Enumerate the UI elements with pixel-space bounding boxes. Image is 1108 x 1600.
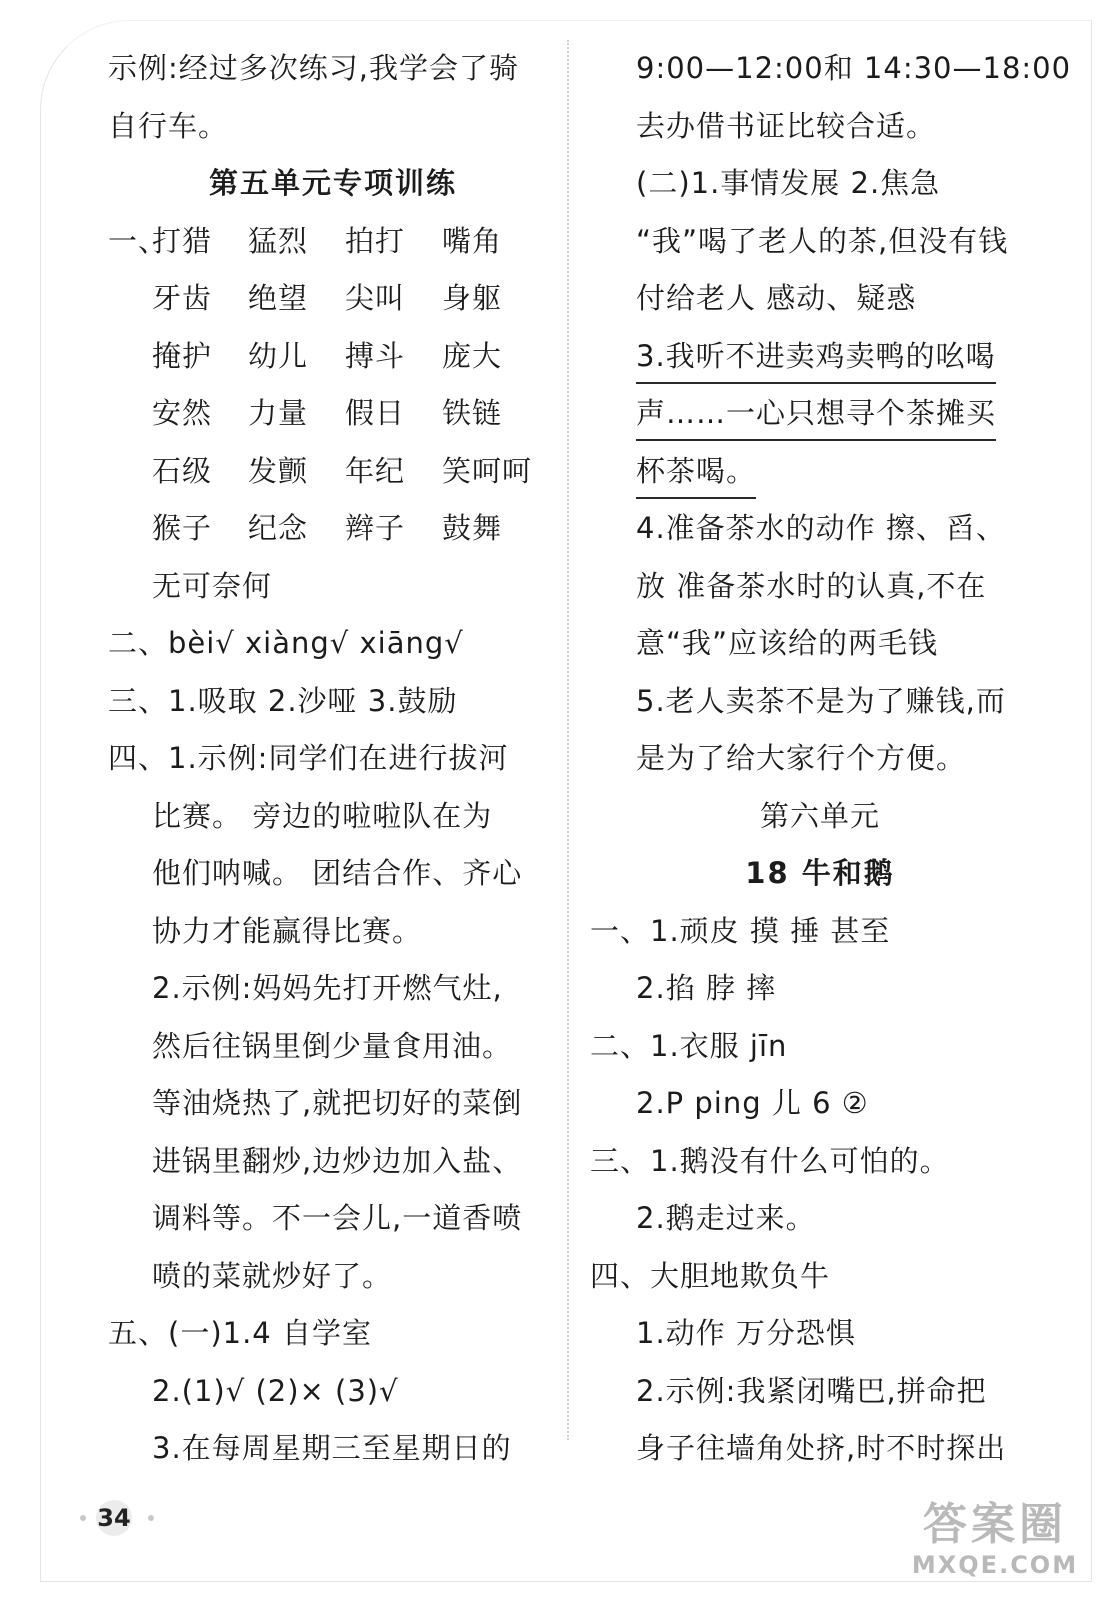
answer-line: 付给老人 感动、疑惑: [636, 281, 917, 315]
q1-word: 纪念: [248, 511, 309, 545]
column-divider: [567, 40, 569, 1440]
q1-word: 辫子: [345, 511, 406, 545]
q4-line: 喷的菜就炒好了。: [152, 1258, 393, 1293]
unit-title: 第六单元: [759, 798, 880, 833]
q1-word: 力量: [248, 396, 309, 430]
underlined-text: 3.我听不进卖鸡卖鸭的吆喝: [636, 330, 996, 384]
lesson-title: 18 牛和鹅: [745, 856, 895, 890]
q4-line: 协力才能赢得比赛。: [152, 913, 423, 948]
right-column: [590, 40, 1072, 1478]
underlined-answer-line: [590, 385, 1050, 443]
answer-line: (二)1.事情发展 2.焦急: [636, 166, 941, 200]
q1-word: 搏斗: [345, 338, 406, 373]
q1-word: 嘴角: [442, 223, 503, 258]
underlined-answer-line: [590, 443, 1050, 501]
q4-line: 比赛。 旁边的啦啦队在为: [152, 798, 493, 833]
underlined-answer-line: [590, 328, 1050, 386]
q1-marker: 一、: [108, 223, 169, 258]
answer-line: 是为了给大家行个方便。: [636, 741, 967, 775]
answer-line: 四、大胆地欺负牛: [590, 1258, 831, 1293]
answer-line: 三、1.鹅没有什么可怕的。: [590, 1143, 950, 1178]
q1-word: 拍打: [345, 223, 406, 258]
q1-word: 绝望: [248, 281, 309, 315]
answer-line: 5.老人卖茶不是为了赚钱,而: [636, 683, 1006, 718]
q5-line: 3.在每周星期三至星期日的: [152, 1431, 512, 1465]
q1-word: 铁链: [442, 396, 503, 430]
q4-line: 2.示例:妈妈先打开燃气灶,: [152, 971, 503, 1005]
q1-word: 石级: [152, 453, 213, 488]
q1-word: 幼儿: [248, 338, 309, 373]
q1-word: 年纪: [345, 453, 406, 488]
answer-line: 意“我”应该给的两毛钱: [636, 626, 939, 660]
page-number: 34: [96, 1500, 132, 1536]
q1-word-grid: [108, 213, 558, 558]
q1-word: 发颤: [248, 453, 309, 488]
q4-line: 然后往锅里倒少量食用油。: [152, 1028, 513, 1063]
example-line: 自行车。: [108, 108, 229, 143]
q1-word: 安然: [152, 396, 213, 430]
q4-line: 进锅里翻炒,边炒边加入盐、: [152, 1143, 523, 1178]
q1-word: 掩护: [152, 338, 213, 373]
decorative-dot: [80, 1515, 86, 1521]
q1-word-row: [108, 500, 558, 558]
q1-word: 尖叫: [345, 281, 406, 315]
q4-line: 他们呐喊。 团结合作、齐心: [152, 856, 523, 890]
answer-line: 放 准备茶水时的认真,不在: [636, 568, 987, 603]
q1-word-row: [108, 213, 558, 271]
watermark-logo-text: 答案圈: [923, 1499, 1067, 1550]
answer-line: 二、1.衣服 jīn: [590, 1028, 788, 1063]
answer-line: 2.P ping 儿 6 ②: [636, 1086, 869, 1120]
q1-word: 假日: [345, 396, 406, 430]
q1-word-row: [108, 385, 558, 443]
example-line: 示例:经过多次练习,我学会了骑: [108, 51, 519, 85]
q3-answer: 三、1.吸取 2.沙哑 3.鼓励: [108, 683, 458, 718]
underlined-text: 声……一心只想寻个茶摊买: [636, 387, 996, 441]
q1-word: 牙齿: [152, 281, 213, 315]
q1-word-row: [108, 328, 558, 386]
answer-line: 4.准备茶水的动作 擦、舀、: [636, 511, 1006, 545]
q1-word-row: [108, 270, 558, 328]
q1-word: 身躯: [442, 281, 503, 315]
q1-word: 猴子: [152, 511, 213, 545]
watermark: [900, 1500, 1090, 1590]
answer-line: “我”喝了老人的茶,但没有钱: [636, 223, 1009, 258]
answer-line: 1.动作 万分恐惧: [636, 1316, 856, 1350]
answer-line: 身子往墙角处挤,时不时探出: [636, 1431, 1007, 1465]
q1-word: 笑呵呵: [442, 453, 533, 488]
answer-line: 去办借书证比较合适。: [636, 108, 937, 143]
answer-line: 9:00—12:00和 14:30—18:00: [636, 51, 1072, 85]
section-title: 第五单元专项训练: [208, 166, 457, 200]
q5-line: 五、(一)1.4 自学室: [108, 1316, 372, 1350]
answer-line: 2.鹅走过来。: [636, 1201, 816, 1235]
q2-answer: 二、bèi√ xiàng√ xiāng√: [108, 626, 464, 660]
q1-word-row: [108, 443, 558, 501]
answer-line: 2.掐 脖 摔: [636, 971, 777, 1005]
decorative-dot: [148, 1515, 154, 1521]
q1-word: 鼓舞: [442, 511, 503, 545]
q1-word: 猛烈: [248, 223, 309, 258]
q4-line: 四、1.示例:同学们在进行拔河: [108, 741, 509, 775]
answer-line: 一、1.顽皮 摸 捶 甚至: [590, 913, 891, 948]
q1-word: 庞大: [442, 338, 503, 373]
left-column: [108, 40, 558, 1478]
watermark-site-text: MXQE.COM: [911, 1551, 1079, 1579]
q4-line: 调料等。不一会儿,一道香喷: [152, 1201, 523, 1235]
q5-line: 2.(1)√ (2)× (3)√: [152, 1373, 399, 1408]
q1-last-word: 无可奈何: [152, 568, 273, 603]
q1-word: 打猎: [152, 223, 213, 258]
q4-line: 等油烧热了,就把切好的菜倒: [152, 1086, 523, 1120]
underlined-text: 杯茶喝。: [636, 445, 756, 499]
answer-line: 2.示例:我紧闭嘴巴,拼命把: [636, 1373, 987, 1408]
